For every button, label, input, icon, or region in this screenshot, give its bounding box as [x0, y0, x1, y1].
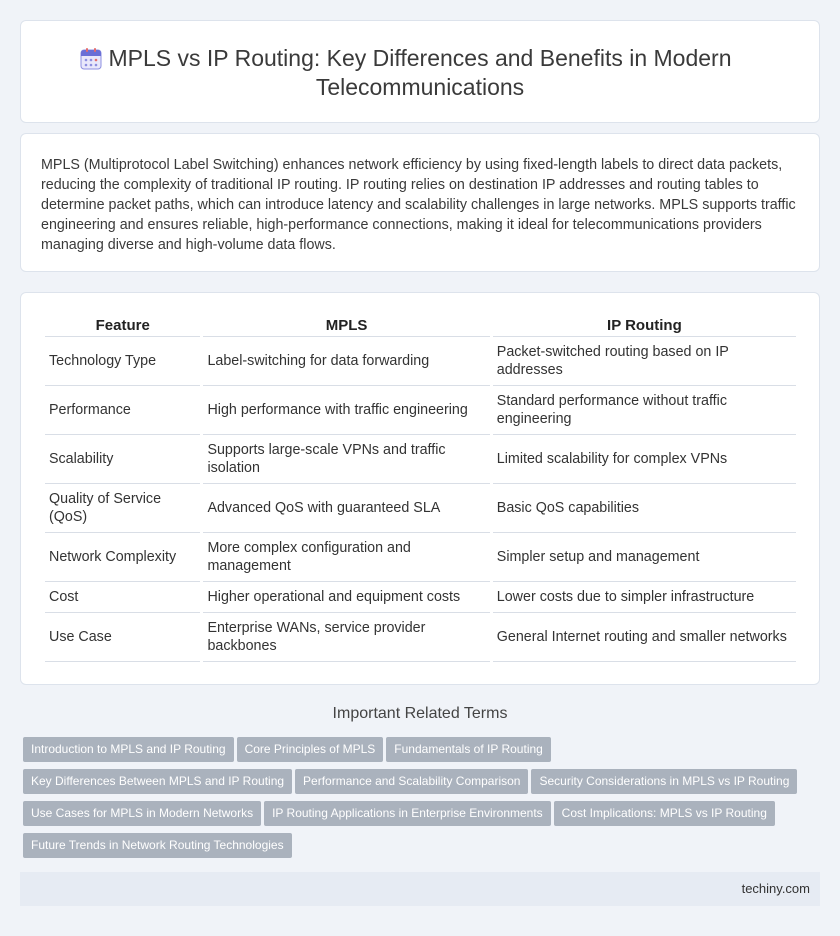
intro-card	[20, 133, 820, 272]
table-cell: Standard performance without traffic engineering	[493, 386, 796, 435]
table-cell: Packet-switched routing based on IP addresses	[493, 337, 796, 386]
table-cell: Scalability	[45, 435, 200, 484]
table-row	[45, 484, 796, 533]
table-row	[45, 386, 796, 435]
table-cell: Quality of Service (QoS)	[45, 484, 200, 533]
table-cell: Performance	[45, 386, 200, 435]
table-cell: Lower costs due to simpler infrastructure	[493, 582, 796, 613]
related-term-tag[interactable]: Use Cases for MPLS in Modern Networks	[23, 801, 261, 826]
table-cell: Simpler setup and management	[493, 533, 796, 582]
table-row	[45, 613, 796, 662]
related-term-tag[interactable]: Future Trends in Network Routing Technologies	[23, 833, 292, 858]
related-term-tag[interactable]: Fundamentals of IP Routing	[386, 737, 551, 762]
table-cell: Basic QoS capabilities	[493, 484, 796, 533]
footer-site-link[interactable]: techiny.com	[741, 881, 810, 896]
header-mpls: MPLS	[203, 315, 489, 337]
table-row	[45, 582, 796, 613]
related-term-tag[interactable]: IP Routing Applications in Enterprise Environments	[264, 801, 551, 826]
table-cell: Supports large-scale VPNs and traffic isolation	[203, 435, 489, 484]
table-cell: Advanced QoS with guaranteed SLA	[203, 484, 489, 533]
table-cell: Label-switching for data forwarding	[203, 337, 489, 386]
header-feature: Feature	[45, 315, 200, 337]
related-term-tag[interactable]: Cost Implications: MPLS vs IP Routing	[554, 801, 775, 826]
table-row	[45, 435, 796, 484]
table-cell: Limited scalability for complex VPNs	[493, 435, 796, 484]
table-header-row	[45, 315, 796, 337]
table-cell: Cost	[45, 582, 200, 613]
intro-paragraph: MPLS (Multiprotocol Label Switching) enhances network efficiency by using fixed-length labels to direct data packets, reducing the complexity of traditional IP routing. IP routing relies on destination IP addresses and routing tables to determine packet paths, which can introduce latency and scalability challenges in large networks. MPLS supports traffic engineering and ensures reliable, high-performance connections, making it ideal for telecommunications providers managing diverse and high-volume data flows.	[41, 157, 796, 253]
table-cell: High performance with traffic engineering	[203, 386, 489, 435]
table-row	[45, 337, 796, 386]
comparison-card	[20, 292, 820, 685]
related-terms-list	[23, 737, 813, 865]
page-title: MPLS vs IP Routing: Key Differences and Benefits in Modern Telecommunications	[108, 45, 732, 100]
table-cell: General Internet routing and smaller networks	[493, 613, 796, 662]
related-term-tag[interactable]: Introduction to MPLS and IP Routing	[23, 737, 234, 762]
comparison-table	[42, 315, 799, 662]
related-term-tag[interactable]: Performance and Scalability Comparison	[295, 769, 528, 794]
related-term-tag[interactable]: Core Principles of MPLS	[237, 737, 384, 762]
table-cell: Technology Type	[45, 337, 200, 386]
footer	[20, 872, 820, 906]
table-cell: Use Case	[45, 613, 200, 662]
table-row	[45, 533, 796, 582]
table-cell: Network Complexity	[45, 533, 200, 582]
table-cell: Higher operational and equipment costs	[203, 582, 489, 613]
table-cell: Enterprise WANs, service provider backbones	[203, 613, 489, 662]
related-terms-heading: Important Related Terms	[332, 705, 508, 722]
table-cell: More complex configuration and management	[203, 533, 489, 582]
header-ip-routing: IP Routing	[493, 315, 796, 337]
related-term-tag[interactable]: Security Considerations in MPLS vs IP Routing	[531, 769, 797, 794]
related-term-tag[interactable]: Key Differences Between MPLS and IP Routing	[23, 769, 292, 794]
title-card	[20, 20, 820, 123]
